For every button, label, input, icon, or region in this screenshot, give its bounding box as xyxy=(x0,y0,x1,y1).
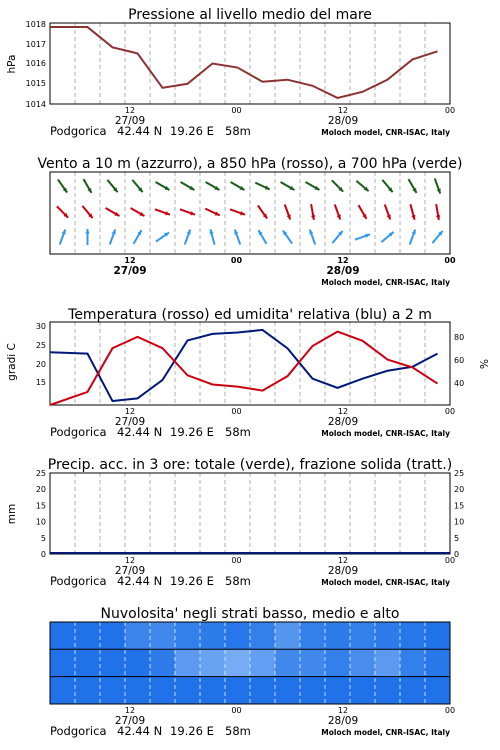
wind-arrow-head xyxy=(287,215,291,220)
temperature-panel xyxy=(6,307,491,439)
precip-series xyxy=(50,552,450,554)
wind-arrow xyxy=(432,231,442,243)
temperature-ylabel: gradi C xyxy=(6,343,18,381)
x-tick-label: 12 xyxy=(337,556,349,565)
date-label: 27/09 xyxy=(114,715,146,727)
wind-arrow xyxy=(132,180,142,192)
wind-arrow-head xyxy=(412,229,416,234)
wind-title: Vento a 10 m (azzurro), a 850 hPa (rosso), a 700 hPa (verde) xyxy=(37,156,463,172)
precip-ylabel: mm xyxy=(6,503,18,525)
location-lat: 42.44 N xyxy=(117,124,163,138)
date-label: 27/09 xyxy=(114,416,146,428)
wind-arrow xyxy=(110,229,116,244)
location-name: Podgorica xyxy=(50,425,107,439)
credit-label: Moloch model, CNR-ISAC, Italy xyxy=(321,578,450,587)
cloud-cell xyxy=(100,622,126,650)
cloud-cell xyxy=(250,622,276,650)
pressure-y-ticks xyxy=(26,20,46,109)
location-lon: 19.26 E xyxy=(170,425,214,439)
location-name: Podgorica xyxy=(50,124,107,138)
wind-arrow xyxy=(134,230,142,244)
x-tick-label: 00 xyxy=(230,256,243,265)
cloud-cell xyxy=(400,622,426,650)
x-tick-label: 12 xyxy=(124,407,136,416)
credit-label: Moloch model, CNR-ISAC, Italy xyxy=(321,128,450,137)
wind-arrow xyxy=(436,204,440,220)
wind-arrow xyxy=(181,182,195,190)
cloud-cell xyxy=(100,677,126,705)
date-label: 28/09 xyxy=(327,416,359,428)
wind-arrow xyxy=(230,209,245,215)
precip-ytick-right: 0 xyxy=(454,550,460,559)
cloud-cell xyxy=(275,677,301,705)
wind-arrow xyxy=(285,204,291,219)
wind-arrow-head xyxy=(187,229,191,234)
location-lon: 19.26 E xyxy=(170,724,214,738)
precip-ytick-left: 25 xyxy=(35,469,46,478)
wind-arrow xyxy=(131,208,145,216)
x-tick-label: 00 xyxy=(444,556,456,565)
cloud-cell xyxy=(325,622,351,650)
wind-arrow xyxy=(85,229,89,245)
x-tick-label: 12 xyxy=(124,706,136,715)
temperature-y-ticks xyxy=(36,322,46,387)
wind-arrow xyxy=(258,205,267,218)
precip-ytick-left: 5 xyxy=(40,533,46,543)
cloud-cell xyxy=(50,677,76,705)
pressure-series xyxy=(50,27,438,98)
cloud-cell xyxy=(75,649,101,677)
pressure-title: Pressione al livello medio del mare xyxy=(128,7,372,23)
cloud-cell xyxy=(425,677,451,705)
date-label: 28/09 xyxy=(327,715,359,727)
cloud-title: Nuvolosita' negli strati basso, medio e alto xyxy=(100,606,400,622)
humidity-line xyxy=(50,330,438,401)
pressure-ytick: 1014 xyxy=(25,100,46,109)
cloud-cell xyxy=(375,677,401,705)
wind-arrow xyxy=(410,204,415,219)
credit-label: Moloch model, CNR-ISAC, Italy xyxy=(321,278,450,287)
cloud-cell xyxy=(300,677,326,705)
wind-arrow xyxy=(381,232,393,242)
cloud-cell xyxy=(350,622,376,650)
cloud-cell xyxy=(125,677,151,705)
wind-arrow xyxy=(355,234,370,240)
wind-arrow xyxy=(206,182,220,190)
cloud-cell xyxy=(200,649,226,677)
x-tick-label: 00 xyxy=(444,256,456,265)
wind-arrow xyxy=(234,229,240,244)
date-label: 27/09 xyxy=(114,115,146,127)
precip-x-ticks xyxy=(50,556,455,588)
location-name: Podgorica xyxy=(50,724,107,738)
cloud-cell xyxy=(425,622,451,650)
wind-arrow xyxy=(382,180,392,192)
wind-arrow-head xyxy=(112,229,116,234)
date-label: 27/09 xyxy=(114,565,146,577)
x-tick-label: 00 xyxy=(444,706,456,715)
wind-arrow xyxy=(359,205,367,219)
pressure-ytick: 1018 xyxy=(25,20,46,29)
cloud-cell xyxy=(275,649,301,677)
cloud-cell xyxy=(300,649,326,677)
cloud-cell xyxy=(275,622,301,650)
cloud-cell xyxy=(200,622,226,650)
date-label: 28/09 xyxy=(327,565,359,577)
wind-grid xyxy=(75,172,425,254)
cloud-cell xyxy=(150,649,176,677)
precip-frame xyxy=(50,473,450,554)
wind-arrow-head xyxy=(240,211,245,215)
pressure-ytick: 1017 xyxy=(25,40,46,49)
humidity-y-ticks xyxy=(454,333,464,388)
credit-label: Moloch model, CNR-ISAC, Italy xyxy=(321,728,450,737)
wind-arrow xyxy=(255,183,270,190)
wind-arrow-head xyxy=(387,215,391,220)
temperature-x-ticks xyxy=(50,407,455,439)
cloud-cell xyxy=(200,677,226,705)
x-tick-label: 00 xyxy=(231,706,242,715)
cloud-cell xyxy=(425,649,451,677)
wind-arrow xyxy=(435,178,441,193)
wind-arrow-head xyxy=(337,215,341,220)
wind-arrow xyxy=(259,230,267,244)
temperature-ytick: 25 xyxy=(35,341,46,350)
temperature-ytick: 20 xyxy=(35,360,46,369)
wind-panel xyxy=(37,156,462,287)
date-label: 28/09 xyxy=(326,265,360,277)
cloud-cell xyxy=(225,622,251,650)
cloud-cell xyxy=(175,677,201,705)
pressure-panel xyxy=(6,7,455,138)
wind-arrow xyxy=(311,204,315,220)
wind-arrow xyxy=(281,182,295,190)
x-tick-label: 12 xyxy=(124,556,136,565)
precip-grid xyxy=(75,473,425,554)
cloud-cell xyxy=(100,649,126,677)
wind-arrow-head xyxy=(85,229,89,234)
cloud-cell xyxy=(50,649,76,677)
location-name: Podgorica xyxy=(50,574,107,588)
pressure-ylabel: hPa xyxy=(6,54,18,74)
wind-arrow xyxy=(185,229,191,244)
wind-arrow xyxy=(209,229,214,244)
pressure-x-ticks xyxy=(50,106,455,138)
cloud-cell xyxy=(225,677,251,705)
precip-ytick-left: 15 xyxy=(35,501,46,511)
wind-arrow xyxy=(356,181,368,191)
precip-panel xyxy=(6,457,464,588)
wind-x-ticks xyxy=(113,256,456,287)
location-alt: 58m xyxy=(225,724,251,738)
location-lon: 19.26 E xyxy=(170,124,214,138)
wind-arrow xyxy=(409,179,417,193)
pressure-ytick: 1015 xyxy=(25,79,46,88)
temperature-title: Temperatura (rosso) ed umidita' relativa (blu) a 2 m xyxy=(68,307,432,323)
wind-arrow-head xyxy=(234,229,238,234)
precip-ytick-left: 20 xyxy=(35,485,46,495)
x-tick-label: 12 xyxy=(337,106,349,115)
wind-arrow xyxy=(60,229,66,244)
precip-ytick-right: 25 xyxy=(454,469,465,478)
location-lat: 42.44 N xyxy=(117,425,163,439)
wind-arrow xyxy=(385,204,391,219)
x-tick-label: 12 xyxy=(337,706,349,715)
wind-arrow xyxy=(106,208,120,216)
wind-arrow xyxy=(332,180,343,191)
x-tick-label: 12 xyxy=(337,256,349,265)
humidity-ytick: 40 xyxy=(454,379,465,388)
pressure-line xyxy=(50,27,438,98)
wind-arrow xyxy=(332,231,342,243)
cloud-cell xyxy=(225,649,251,677)
x-tick-label: 00 xyxy=(231,106,242,115)
humidity-ylabel: % xyxy=(479,359,491,369)
date-label: 28/09 xyxy=(327,115,359,127)
location-alt: 58m xyxy=(225,574,251,588)
precip-ytick-right: 5 xyxy=(454,533,460,543)
wind-arrow xyxy=(335,204,341,219)
wind-arrow-head xyxy=(365,234,370,238)
wind-arrow xyxy=(283,230,292,243)
precip-ytick-left: 10 xyxy=(35,517,46,527)
wind-arrow xyxy=(58,179,67,192)
wind-arrow xyxy=(231,182,245,190)
x-tick-label: 12 xyxy=(337,407,349,416)
precip-ytick-right: 15 xyxy=(454,501,465,511)
cloud-panel xyxy=(50,606,455,738)
cloud-cell xyxy=(150,677,176,705)
pressure-grid xyxy=(75,23,425,104)
temperature-series xyxy=(50,330,438,405)
cloud-cell xyxy=(400,649,426,677)
wind-arrow-head xyxy=(437,189,441,194)
cloud-cell xyxy=(175,622,201,650)
cloud-cell xyxy=(250,649,276,677)
cloud-cell xyxy=(325,649,351,677)
x-tick-label: 12 xyxy=(124,106,136,115)
wind-arrow xyxy=(82,206,92,218)
temperature-ytick: 15 xyxy=(35,378,46,387)
cloud-cell xyxy=(125,649,151,677)
wind-arrow-head xyxy=(190,211,195,215)
cloud-cell xyxy=(375,622,401,650)
wind-arrow-head xyxy=(62,229,66,234)
wind-arrow xyxy=(156,232,169,241)
location-lat: 42.44 N xyxy=(117,724,163,738)
cloud-cell xyxy=(75,677,101,705)
temperature-grid xyxy=(75,322,425,405)
wind-arrow-head xyxy=(309,229,313,234)
date-label: 27/09 xyxy=(113,265,147,277)
precip-ytick-left: 0 xyxy=(40,550,46,559)
wind-arrow xyxy=(306,182,320,190)
humidity-ytick: 60 xyxy=(454,356,465,365)
temperature-ytick: 30 xyxy=(35,322,46,331)
precip-ytick-right: 20 xyxy=(454,485,465,495)
wind-arrow xyxy=(107,180,117,192)
credit-label: Moloch model, CNR-ISAC, Italy xyxy=(321,429,450,438)
wind-arrow xyxy=(180,209,195,215)
cloud-cell xyxy=(50,622,76,650)
x-tick-label: 00 xyxy=(231,407,242,416)
wind-arrow-head xyxy=(165,211,170,215)
wind-arrow xyxy=(156,182,170,190)
humidity-ytick: 80 xyxy=(454,333,465,342)
cloud-cell xyxy=(150,622,176,650)
cloud-cell xyxy=(350,677,376,705)
wind-arrow xyxy=(84,179,92,193)
pressure-ytick: 1016 xyxy=(25,59,46,68)
precip-ytick-right: 10 xyxy=(454,517,465,527)
location-alt: 58m xyxy=(225,124,251,138)
location-lon: 19.26 E xyxy=(170,574,214,588)
x-tick-label: 00 xyxy=(444,106,456,115)
wind-arrow xyxy=(57,206,68,217)
precip-title: Precip. acc. in 3 ore: totale (verde), frazione solida (tratt.) xyxy=(47,457,453,473)
cloud-cell xyxy=(325,677,351,705)
cloud-cell xyxy=(250,677,276,705)
wind-arrow xyxy=(155,209,170,215)
x-tick-label: 00 xyxy=(444,407,456,416)
pressure-frame xyxy=(50,23,450,104)
cloud-cell xyxy=(375,649,401,677)
wind-arrow xyxy=(309,229,315,244)
wind-arrow xyxy=(410,229,416,244)
cloud-cell xyxy=(350,649,376,677)
x-tick-label: 00 xyxy=(231,556,242,565)
wind-arrow xyxy=(205,209,220,216)
cloud-cell xyxy=(400,677,426,705)
cloud-cell xyxy=(300,622,326,650)
cloud-cell xyxy=(75,622,101,650)
cloud-x-ticks xyxy=(50,706,455,738)
cloud-cell xyxy=(125,622,151,650)
location-lat: 42.44 N xyxy=(117,574,163,588)
location-alt: 58m xyxy=(225,425,251,439)
x-tick-label: 12 xyxy=(124,256,136,265)
cloud-cell xyxy=(175,649,201,677)
